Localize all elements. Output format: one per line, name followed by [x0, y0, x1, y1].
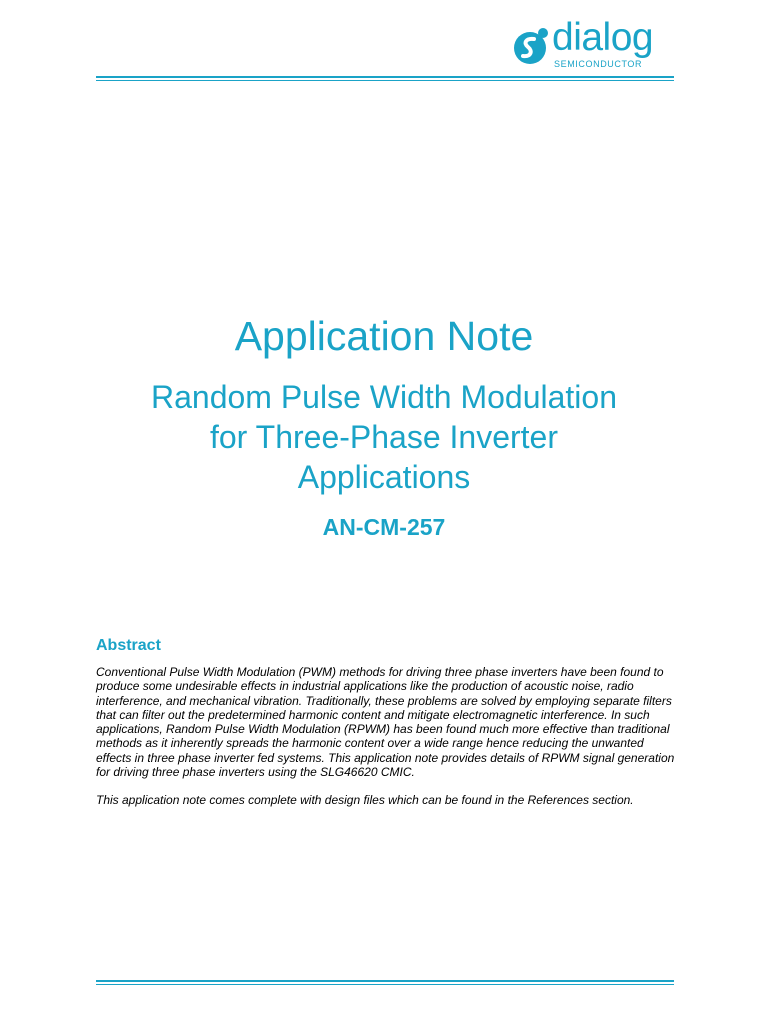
abstract-paragraph: This application note comes complete with design files which can be found in the References section. — [96, 793, 634, 808]
subtitle-line: for Three-Phase Inverter — [209, 419, 558, 455]
subtitle-line: Random Pulse Width Modulation — [150, 379, 617, 415]
dialog-logo-icon — [512, 26, 552, 66]
footer-rule — [96, 980, 674, 986]
document-subtitle — [80, 377, 688, 497]
abstract-paragraph: Conventional Pulse Width Modulation (PWM) methods for driving three phase inverters have been found to produce some undesirable effects in industrial applications like the production of acoustic noise, radio interference, and mechanical vibration. Traditionally, these problems are solved by employing separate filters that can filter out the predetermined harmonic content and mitigate electromagnetic interference. In such applications, Random Pulse Width Modulation (RPWM) has been found much more effective than traditional methods as it inherently spreads the harmonic content over a wide range hence reducing the unwanted effects in three phase inverter fed systems. This application note provides details of RPWM signal generation for driving three phase inverters using the SLG46620 CMIC. — [96, 665, 675, 780]
header-rule — [96, 76, 674, 82]
abstract-body — [96, 665, 676, 822]
document-number: AN-CM-257 — [322, 514, 446, 540]
logo-tagline: SEMICONDUCTOR — [554, 59, 643, 69]
abstract-heading: Abstract — [96, 637, 161, 654]
dialog-logo — [512, 16, 672, 72]
logo-wordmark: dialog — [552, 16, 654, 59]
subtitle-line: Applications — [297, 459, 471, 495]
document-title: Application Note — [234, 313, 534, 359]
